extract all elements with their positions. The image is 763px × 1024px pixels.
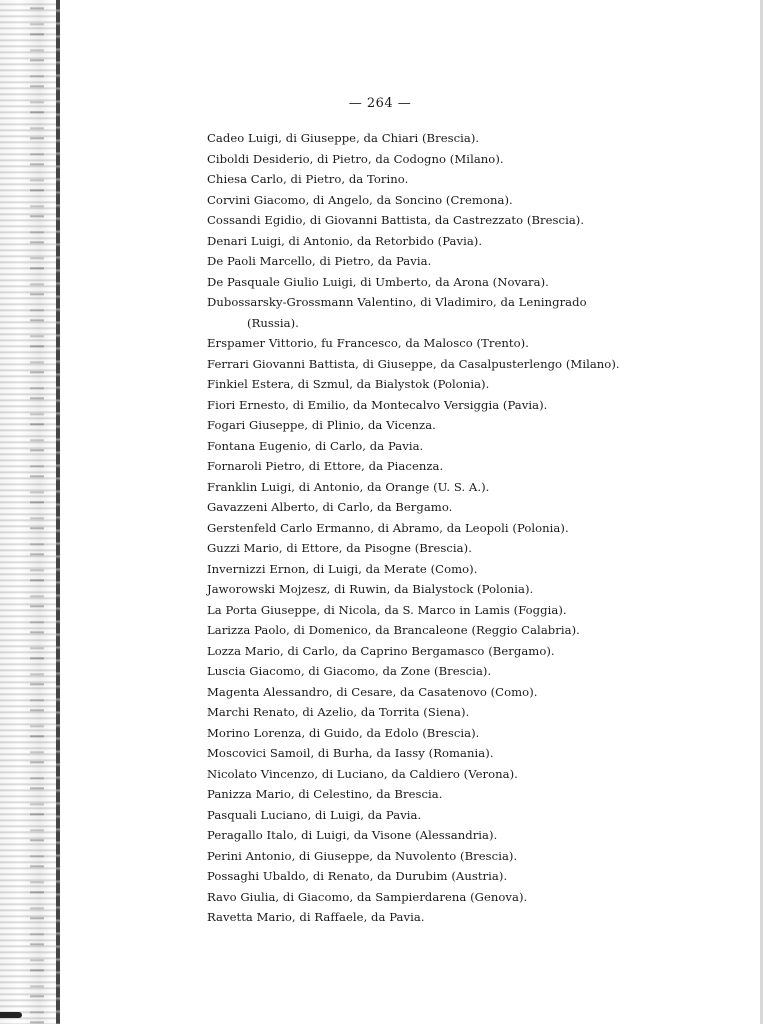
list-item: Cadeo Luigi, di Giuseppe, da Chiari (Brescia). [207, 131, 480, 145]
name-list [207, 128, 667, 928]
list-item: Fogari Giuseppe, di Plinio, da Vicenza. [207, 418, 436, 432]
list-item: Morino Lorenza, di Guido, da Edolo (Brescia). [207, 725, 480, 740]
list-item: Chiesa Carlo, di Pietro, da Torino. [207, 172, 409, 186]
list-item: Ferrari Giovanni Battista, di Giuseppe, da Casalpusterlengo (Milano). [207, 356, 620, 371]
list-item: Finkiel Estera, di Szmul, da Bialystok (Polonia). [207, 377, 490, 391]
list-item: La Porta Giuseppe, di Nicola, da S. Marco in Lamis (Foggia). [207, 602, 567, 617]
list-item: Perini Antonio, di Giuseppe, da Nuvolento (Brescia). [207, 848, 518, 863]
list-item: Moscovici Samoil, di Burha, da Iassy (Romania). [207, 746, 494, 760]
list-item: Guzzi Mario, di Ettore, da Pisogne (Brescia). [207, 541, 472, 555]
list-item: Fontana Eugenio, di Carlo, da Pavia. [207, 438, 424, 453]
list-item: Peragallo Italo, di Luigi, da Visone (Alessandria). [207, 828, 498, 842]
list-item: Invernizzi Ernon, di Luigi, da Merate (Como). [207, 561, 478, 576]
list-item: De Paoli Marcello, di Pietro, da Pavia. [207, 254, 432, 268]
list-item: Possaghi Ubaldo, di Renato, da Durubim (Austria). [207, 869, 508, 883]
ink-blot-mark [0, 1012, 22, 1018]
list-item: Franklin Luigi, di Antonio, da Orange (U. S. A.). [207, 479, 490, 494]
list-item: Magenta Alessandro, di Cesare, da Casatenovo (Como). [207, 684, 538, 699]
list-item: Pasquali Luciano, di Luigi, da Pavia. [207, 807, 422, 822]
list-item: Ravetta Mario, di Raffaele, da Pavia. [207, 910, 425, 924]
list-item: Larizza Paolo, di Domenico, da Brancaleone (Reggio Calabria). [207, 623, 580, 637]
list-item: Cossandi Egidio, di Giovanni Battista, da Castrezzato (Brescia). [207, 213, 585, 227]
list-item: De Pasquale Giulio Luigi, di Umberto, da Arona (Novara). [207, 274, 549, 289]
list-item: Gerstenfeld Carlo Ermanno, di Abramo, da Leopoli (Polonia). [207, 520, 569, 535]
binding-stitch-marks [30, 0, 44, 1024]
list-item: Marchi Renato, di Azelio, da Torrita (Siena). [207, 705, 470, 719]
list-item: Fiori Ernesto, di Emilio, da Montecalvo Versiggia (Pavia). [207, 397, 548, 412]
list-item: Dubossarsky-Grossmann Valentino, di Vladimiro, da Leningrado [207, 295, 587, 309]
list-item: Corvini Giacomo, di Angelo, da Soncino (Cremona). [207, 192, 513, 207]
list-item: Denari Luigi, di Antonio, da Retorbido (Pavia). [207, 233, 483, 248]
page-number: — 264 — [348, 96, 412, 111]
list-item: Ravo Giulia, di Giacomo, da Sampierdarena (Genova). [207, 889, 528, 904]
list-item: Nicolato Vincenzo, di Luciano, da Caldiero (Verona). [207, 766, 518, 781]
list-item: Fornaroli Pietro, di Ettore, da Piacenza. [207, 459, 444, 473]
list-item: Gavazzeni Alberto, di Carlo, da Bergamo. [207, 500, 453, 514]
list-item-continuation: (Russia). [247, 315, 299, 330]
list-item: Erspamer Vittorio, fu Francesco, da Malosco (Trento). [207, 336, 529, 350]
page-gutter-edge [56, 0, 60, 1024]
list-item: Luscia Giacomo, di Giacomo, da Zone (Brescia). [207, 664, 492, 678]
list-item: Panizza Mario, di Celestino, da Brescia. [207, 787, 443, 801]
list-item: Lozza Mario, di Carlo, da Caprino Bergamasco (Bergamo). [207, 643, 555, 658]
list-item: Ciboldi Desiderio, di Pietro, da Codogno (Milano). [207, 151, 504, 166]
list-item: Jaworowski Mojzesz, di Ruwin, da Bialystock (Polonia). [207, 582, 534, 596]
